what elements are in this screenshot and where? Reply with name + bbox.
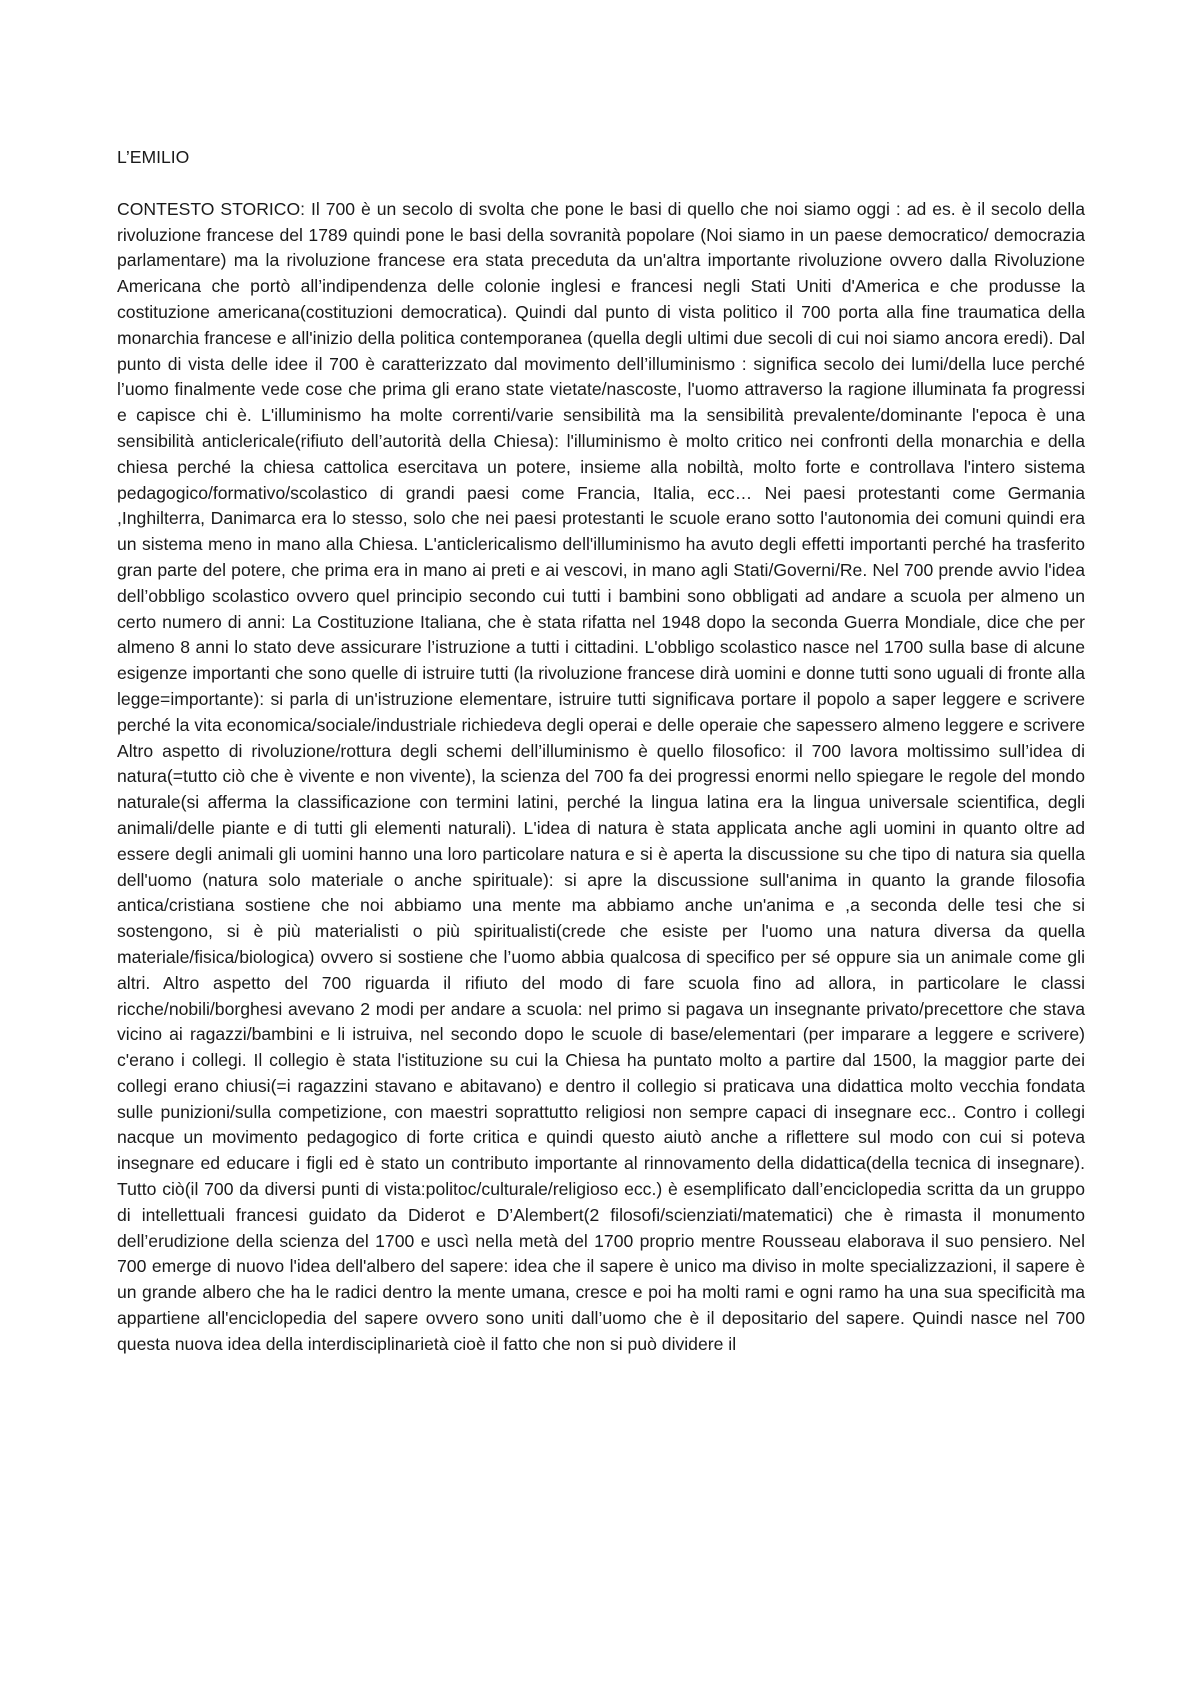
title-spacer bbox=[117, 171, 1085, 197]
document-title: L’EMILIO bbox=[117, 147, 190, 167]
document-body-paragraph: CONTESTO STORICO: Il 700 è un secolo di svolta che pone le basi di quello che noi siamo oggi : ad es. è il secolo della rivoluzione francese del 1789 quindi pone le basi della sovranità popolare (Noi siamo in un paese democratico/ democrazia parlamentare) ma la rivoluzione francese era stata preceduta da un'altra importante rivoluzione ovvero dalla Rivoluzione Americana che portò all’indipendenza delle colonie inglesi e francesi negli Stati Uniti d'America e che produsse la costituzione americana(costituzioni democratica). Quindi dal punto di vista politico il 700 porta alla fine traumatica della monarchia francese e all'inizio della politica contemporanea (quella degli ultimi due secoli di cui noi siamo ancora eredi). Dal punto di vista delle idee il 700 è caratterizzato dal movimento dell’illuminismo : significa secolo dei lumi/della luce perché l’uomo finalmente vede cose che prima gli erano state vietate/nascoste, l'uomo attraverso la ragione illuminata fa progressi e capisce chi è. L'illuminismo ha molte correnti/varie sensibilità ma la sensibilità prevalente/dominante l'epoca è una sensibilità anticlericale(rifiuto dell’autorità della Chiesa): l'illuminismo è molto critico nei confronti della monarchia e della chiesa perché la chiesa cattolica esercitava un potere, insieme alla nobiltà, molto forte e controllava l'intero sistema pedagogico/formativo/scolastico di grandi paesi come Francia, Italia, ecc… Nei paesi protestanti come Germania ,Inghilterra, Danimarca era lo stesso, solo che nei paesi protestanti le scuole erano sotto l'autonomia dei comuni quindi era un sistema meno in mano alla Chiesa. L'anticlericalismo dell'illuminismo ha avuto degli effetti importanti perché ha trasferito gran parte del potere, che prima era in mano ai preti e ai vescovi, in mano agli Stati/Governi/Re. Nel 700 prende avvio l'idea dell’obbligo scolastico ovvero quel principio secondo cui tutti i bambini sono obbligati ad andare a scuola per almeno un certo numero di anni: La Costituzione Italiana, che è stata rifatta nel 1948 dopo la seconda Guerra Mondiale, dice che per almeno 8 anni lo stato deve assicurare l’istruzione a tutti i cittadini. L'obbligo scolastico nasce nel 1700 sulla base di alcune esigenze importanti che sono quelle di istruire tutti (la rivoluzione francese dirà uomini e donne tutti sono uguali di fronte alla legge=importante): si parla di un'istruzione elementare, istruire tutti significava portare il popolo a saper leggere e scrivere perché la vita economica/sociale/industriale richiedeva degli operai e delle operaie che sapessero almeno leggere e scrivere Altro aspetto di rivoluzione/rottura degli schemi dell’illuminismo è quello filosofico: il 700 lavora moltissimo sull’idea di natura(=tutto ciò che è vivente e non vivente), la scienza del 700 fa dei progressi enormi nello spiegare le regole del mondo naturale(si afferma la classificazione con termini latini, perché la lingua latina era la lingua universale scientifica, degli animali/delle piante e di tutti gli elementi naturali). L'idea di natura è stata applicata anche agli uomini in quanto oltre ad essere degli animali gli uomini hanno una loro particolare natura e si è aperta la discussione su che tipo di natura sia quella dell'uomo (natura solo materiale o anche spirituale): si apre la discussione sull'anima in quanto la grande filosofia antica/cristiana sostiene che noi abbiamo una mente ma abbiamo anche un'anima e ,a seconda delle tesi che si sostengono, si è più materialisti o più spiritualisti(crede che esiste per l'uomo una natura diversa da quella materiale/fisica/biologica) ovvero si sostiene che l’uomo abbia qualcosa di specifico per sé oppure sia un animale come gli altri. Altro aspetto del 700 riguarda il rifiuto del modo di fare scuola fino ad allora, in particolare le classi ricche/nobili/borghesi avevano 2 modi per andare a scuola: nel primo si pagava un insegnante privato/precettore che stava vicino ai ragazzi/bambini e li istruiva, nel secondo dopo le scuole di base/elementari (per imparare a leggere e scrivere) c'erano i collegi. Il collegio è stata l'istituzione su cui la Chiesa ha puntato molto a partire dal 1500, la maggior parte dei collegi erano chiusi(=i ragazzini stavano e abitavano) e dentro il collegio si praticava una didattica molto vecchia fondata sulle punizioni/sulla competizione, con maestri soprattutto religiosi non sempre capaci di insegnare ecc.. Contro i collegi nacque un movimento pedagogico di forte critica e quindi questo aiutò anche a riflettere sul modo con cui si poteva insegnare ed educare i figli ed è stato un contributo importante al rinnovamento della didattica(della tecnica di insegnare). Tutto ciò(il 700 da diversi punti di vista:politoc/culturale/religioso ecc.) è esemplificato dall’enciclopedia scritta da un gruppo di intellettuali francesi guidato da Diderot e D’Alembert(2 filosofi/scienziati/matematici) che è rimasta il monumento dell’erudizione della scienza del 1700 e uscì nella metà del 1700 proprio mentre Rousseau elaborava il suo pensiero. Nel 700 emerge di nuovo l'idea dell'albero del sapere: idea che il sapere è unico ma diviso in molte specializzazioni, il sapere è un grande albero che ha le radici dentro la mente umana, cresce e poi ha molti rami e ogni ramo ha una sua specificità ma appartiene all'enciclopedia del sapere ovvero sono uniti dall’uomo che è il depositario del sapere. Quindi nasce nel 700 questa nuova idea della interdisciplinarietà cioè il fatto che non si può dividere il bbox=[117, 198, 1085, 1354]
document-page bbox=[117, 145, 1085, 1358]
